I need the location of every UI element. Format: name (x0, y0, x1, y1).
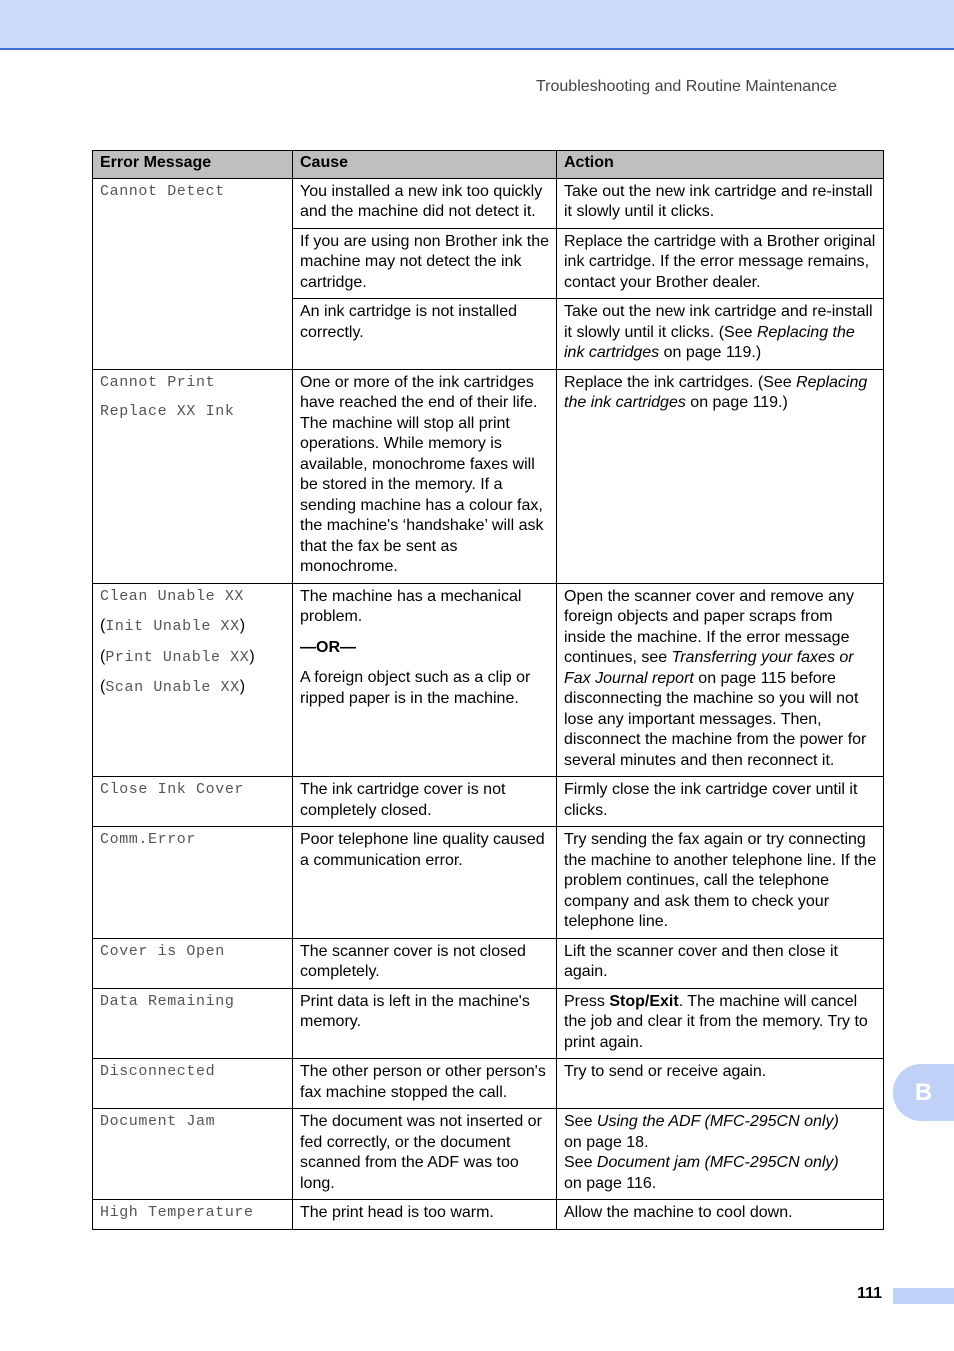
cause-cell: The ink cartridge cover is not completely closed. (293, 777, 557, 827)
table-row (93, 988, 884, 1059)
action-cell (557, 369, 884, 583)
action-text: . The machine will cancel the job and clear it from the memory. Try to print again. (564, 992, 868, 1051)
error-message-text: Init Unable XX (105, 618, 240, 635)
cross-reference-link[interactable]: Replacing the ink cartridges (564, 323, 855, 361)
table-row (93, 583, 884, 777)
error-message-text: Replace XX Ink (100, 403, 235, 420)
table-header-row (93, 151, 884, 179)
error-message-text: Disconnected (100, 1063, 216, 1080)
error-message-cell (93, 178, 293, 369)
error-message-cell (93, 1200, 293, 1230)
action-cell (557, 988, 884, 1059)
close-paren: ) (239, 617, 246, 634)
chapter-tab-label: B (914, 1078, 933, 1106)
running-title: Troubleshooting and Routine Maintenance (536, 78, 837, 95)
open-paren: ( (100, 647, 106, 665)
error-message-cell (93, 583, 293, 777)
open-paren: ( (100, 617, 106, 634)
top-header-band (0, 0, 954, 50)
cause-cell: The document was not inserted or fed correctly, or the document scanned from the ADF was too long. (293, 1109, 557, 1200)
cause-cell (293, 583, 557, 777)
action-cell (557, 299, 884, 370)
cause-cell: The scanner cover is not closed completely. (293, 938, 557, 988)
cause-cell: The other person or other person's fax machine stopped the call. (293, 1059, 557, 1109)
action-text: Replace the ink cartridges. (See (564, 373, 797, 391)
table-row (93, 178, 884, 228)
action-line (564, 1112, 877, 1133)
or-separator: —OR— (300, 638, 356, 656)
action-cell: Try sending the fax again or try connecting the machine to another telephone line. If the problem continues, call the telephone company and ask them to check your telephone line. (557, 827, 884, 939)
cross-reference-link[interactable]: Transferring your faxes or Fax Journal report (564, 649, 854, 687)
cause-cell: Print data is left in the machine's memory. (293, 988, 557, 1059)
cause-cell: Poor telephone line quality caused a communication error. (293, 827, 557, 939)
error-message-text: Data Remaining (100, 992, 235, 1010)
action-cell: Try to send or receive again. (557, 1059, 884, 1109)
action-cell: Allow the machine to cool down. (557, 1200, 884, 1230)
error-message-line (100, 677, 286, 699)
error-message-cell (93, 827, 293, 939)
header-error-message: Error Message (93, 151, 293, 179)
cause-cell: If you are using non Brother ink the machine may not detect the ink cartridge. (293, 228, 557, 299)
error-message-line (100, 647, 286, 669)
close-paren: ) (239, 678, 246, 695)
action-cell (557, 1109, 884, 1200)
action-text: Press (564, 992, 610, 1010)
action-text: on page 18. (564, 1133, 649, 1151)
chapter-tab-b[interactable] (893, 1064, 954, 1121)
action-cell: Replace the cartridge with a Brother original ink cartridge. If the error message remains, contact your Brother dealer. (557, 228, 884, 299)
error-message-cell (93, 938, 293, 988)
cross-reference-link[interactable]: Replacing the ink cartridges (564, 373, 868, 411)
close-paren: ) (249, 647, 255, 665)
error-message-text: Comm.Error (100, 831, 197, 848)
cause-cell: You installed a new ink too quickly and the machine did not detect it. (293, 178, 557, 228)
error-message-text: Document Jam (100, 1113, 216, 1130)
footer-bar (893, 1288, 954, 1304)
cause-cell: An ink cartridge is not installed correctly. (293, 299, 557, 370)
error-message-text: Cannot Print (100, 373, 216, 391)
error-message-text: Close Ink Cover (100, 781, 245, 798)
cause-cell: The print head is too warm. (293, 1200, 557, 1230)
table-row (93, 369, 884, 583)
action-cell (557, 583, 884, 777)
page-number: 111 (857, 1285, 882, 1302)
cause-text: The machine has a mechanical problem. (300, 587, 522, 625)
error-message-table (92, 150, 884, 1230)
error-message-cell (93, 988, 293, 1059)
action-line (564, 1153, 877, 1174)
cause-cell: One or more of the ink cartridges have reached the end of their life. The machine will stop all print operations. While memory is available, monochrome faxes will be stored in the memory. If a sending machine has a colour fax, the machine's ‘handshake’ will ask that the fax be sent as monochrome. (293, 369, 557, 583)
error-message-text: Clean Unable XX (100, 587, 245, 605)
cause-text: A foreign object such as a clip or ripped paper is in the machine. (300, 669, 531, 707)
error-message-cell (93, 369, 293, 583)
error-message-text: High Temperature (100, 1204, 254, 1221)
table-row (93, 938, 884, 988)
action-text: on page 116. (564, 1174, 657, 1192)
table-row (93, 827, 884, 939)
action-text: See (564, 1154, 597, 1171)
action-text: on page 115 before disconnecting the machine so you will not lose any important messages. Then, disconnect the machine from the power for several minutes and then reconnect it. (564, 669, 867, 769)
open-paren: ( (100, 678, 106, 695)
error-message-text: Print Unable XX (105, 648, 250, 666)
error-message-cell (93, 1059, 293, 1109)
key-name-stop-exit: Stop/Exit (609, 992, 679, 1010)
action-cell: Firmly close the ink cartridge cover until it clicks. (557, 777, 884, 827)
header-cause: Cause (293, 151, 557, 179)
table-row (93, 1109, 884, 1200)
action-cell: Lift the scanner cover and then close it again. (557, 938, 884, 988)
error-message-line (100, 616, 286, 638)
action-text: on page 119.) (659, 344, 762, 361)
action-text: Open the scanner cover and remove any foreign objects and paper scraps from inside the machine. If the error message continues, see (564, 587, 854, 666)
action-text: Take out the new ink cartridge and re-install it slowly until it clicks. (See (564, 303, 873, 341)
error-message-cell (93, 1109, 293, 1200)
cross-reference-link[interactable]: Document jam (MFC-295CN only) (596, 1154, 839, 1171)
table-row (93, 1200, 884, 1230)
table-row (93, 1059, 884, 1109)
error-message-cell (93, 777, 293, 827)
action-text: on page 119.) (685, 394, 788, 411)
table-row (93, 777, 884, 827)
action-text: See (564, 1113, 597, 1130)
cross-reference-link[interactable]: Using the ADF (MFC-295CN only) (596, 1113, 839, 1130)
action-cell: Take out the new ink cartridge and re-install it slowly until it clicks. (557, 178, 884, 228)
error-message-text: Cannot Detect (100, 182, 225, 200)
error-message-text: Scan Unable XX (105, 679, 240, 696)
error-message-text: Cover is Open (100, 942, 225, 960)
header-action: Action (557, 151, 884, 179)
